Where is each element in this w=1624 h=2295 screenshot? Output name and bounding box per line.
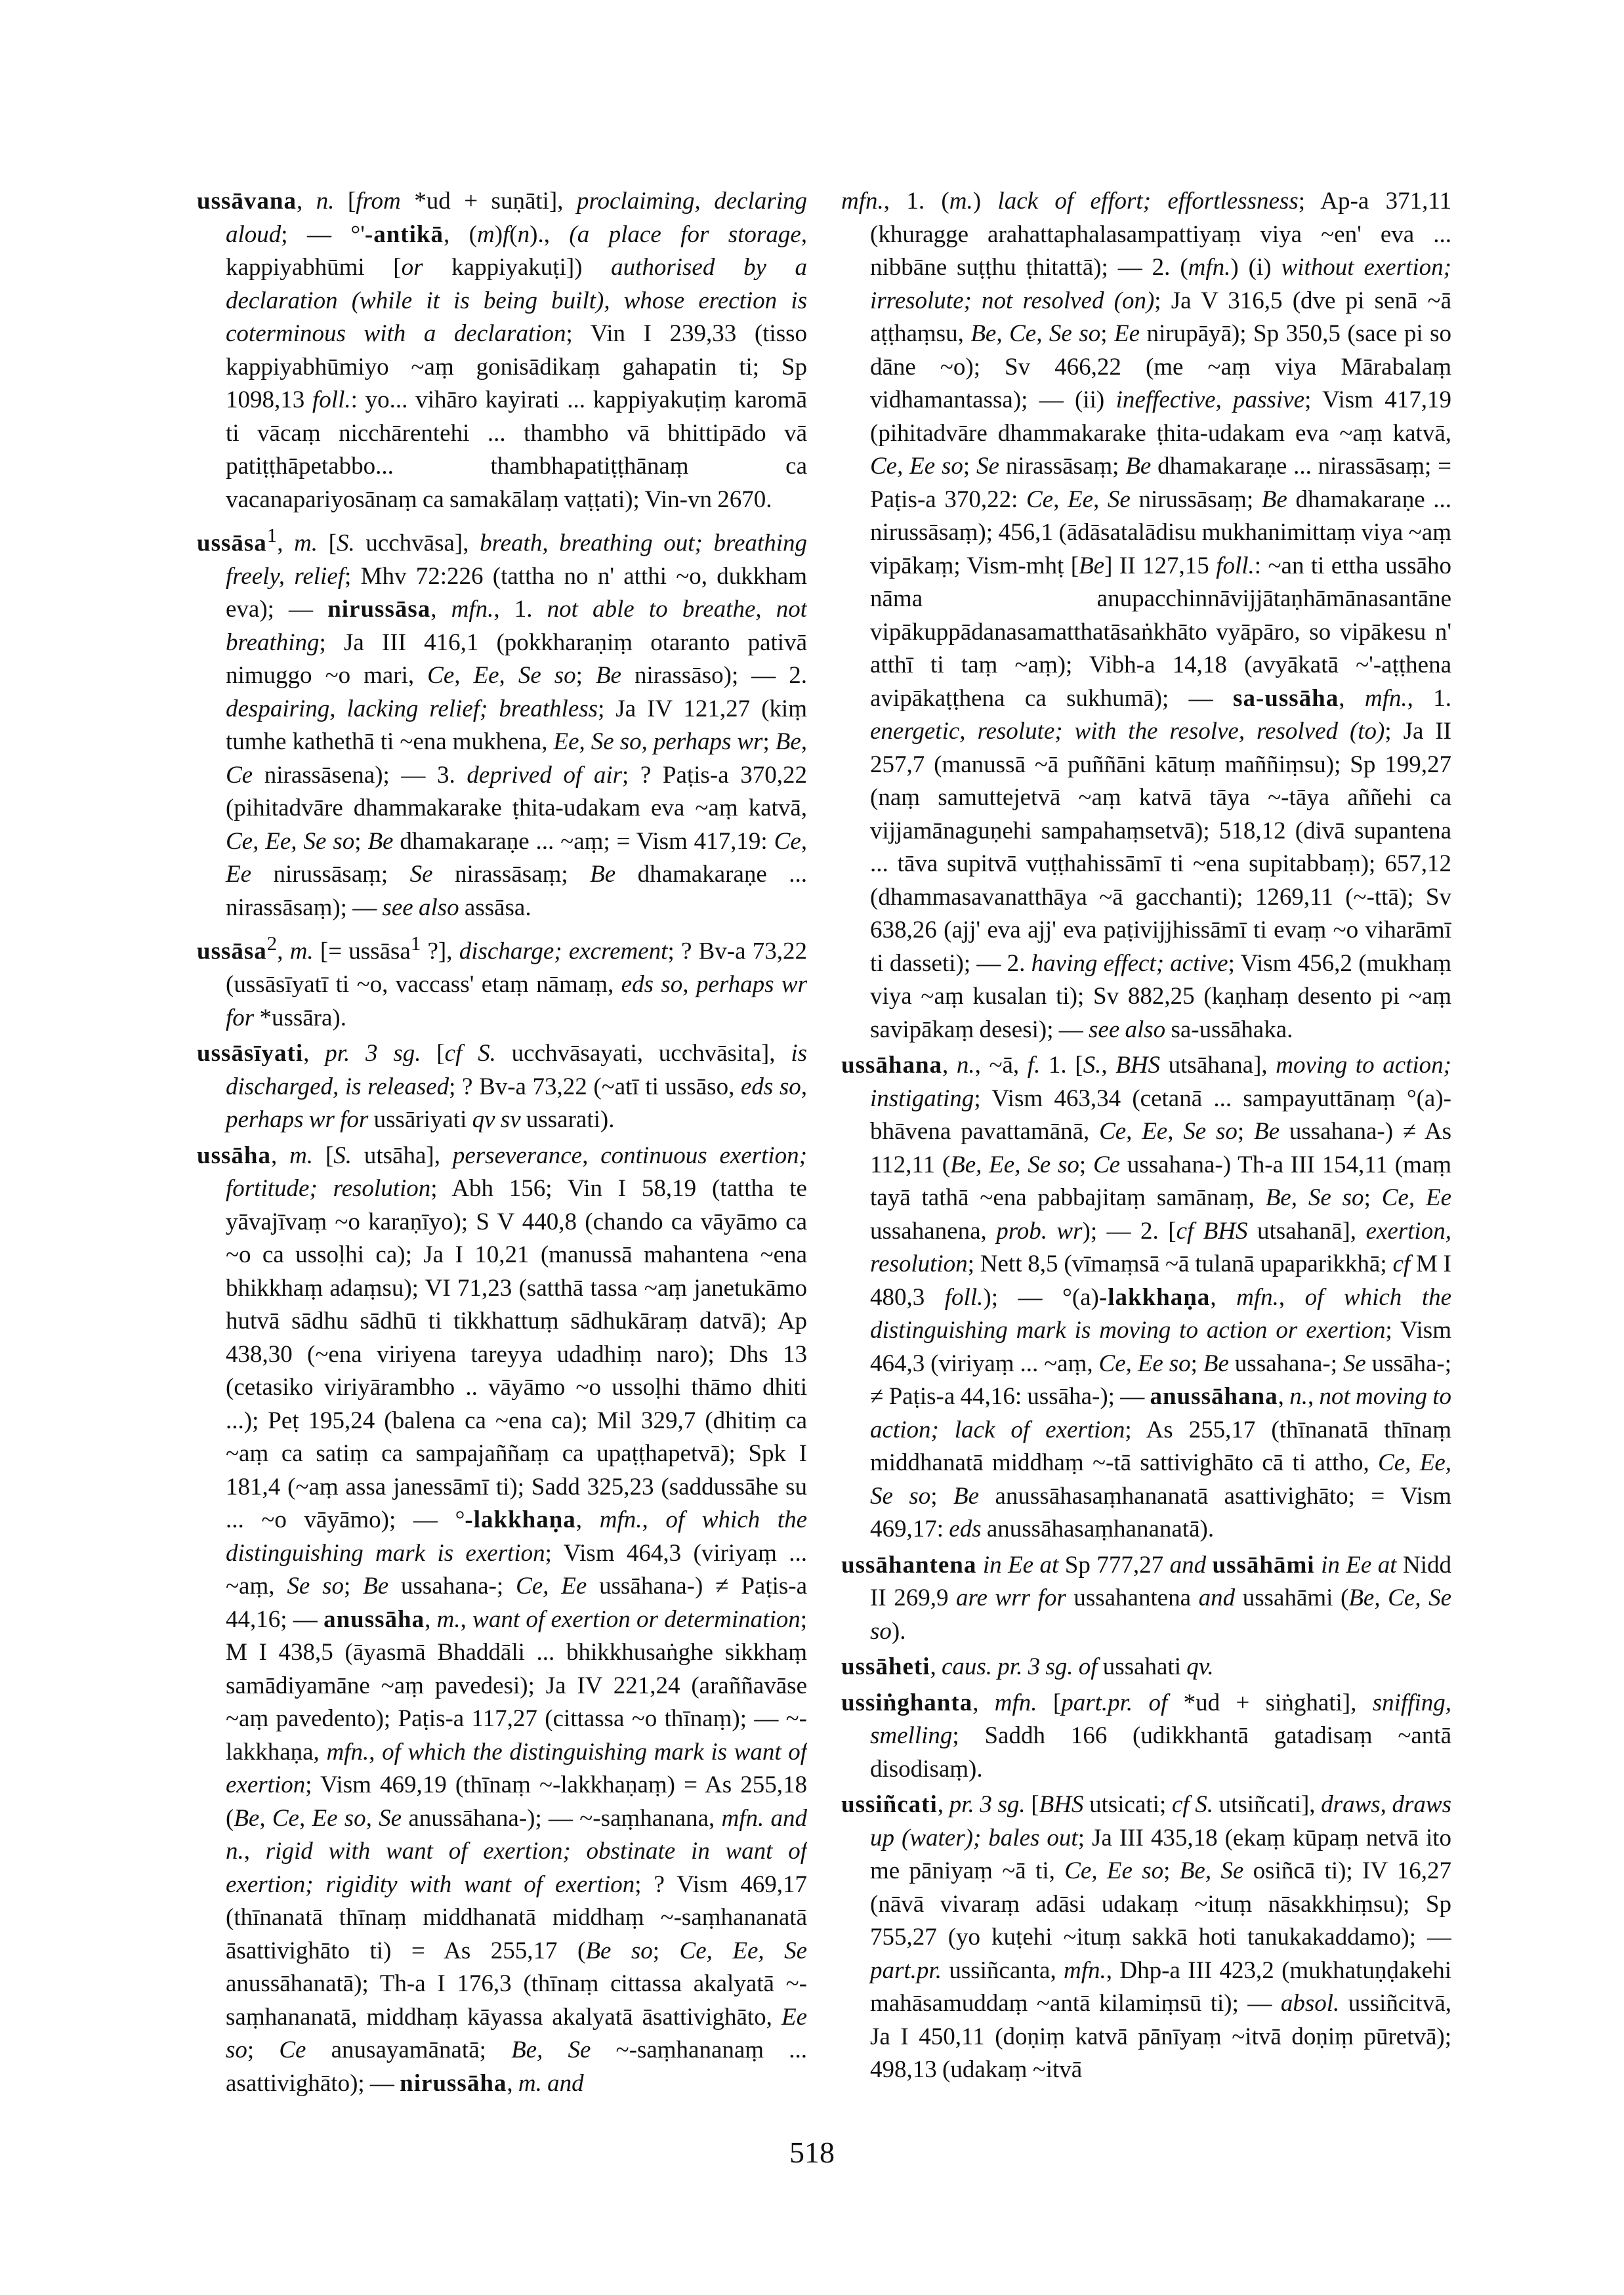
dictionary-entry: ussiñcati, pr. 3 sg. [BHS utsicati; cf S. utsiñcati], draws, draws up (water); bales out; Ja III 435,18 (ekaṃ kūpaṃ netvā ito me pāniyaṃ ~ā ti, Ce, Ee so; Be, Se osiñcā ti); IV 16,27 (nāvā vivaraṃ adāsi udakaṃ ~ituṃ nāsakkhiṃsu); Sp 755,27 (yo kuṭehi ~ituṃ sakkā hoti tanukakaddamo); — part.pr. ussiñcanta, mfn., Dhp-a III 423,2 (mukhatuṇḍakehi mahāsamuddaṃ ~antā kilamiṃsū ti); — absol. ussiñcitvā, Ja I 450,11 (doṇiṃ katvā pānīyaṃ ~itvā doṇiṃ pūretvā); 498,13 (udakaṃ ~itvā	[841, 1791, 1451, 2083]
dictionary-entry: ussāvana, n. [from *ud + suṇāti], proclaiming, declaring aloud; — °'-antikā, (m)f(n)., (a place for storage, kappiyabhūmi [or kappiyakuṭi]) authorised by a declaration (while it is being built), whose erection is coterminous with a declaration; Vin I 239,33 (tisso kappiyabhūmiyo ~aṃ gonisādikaṃ gahapatin ti; Sp 1098,13 foll.: yo... vihāro kayirati ... kappiyakuṭiṃ karomā ti vācaṃ nicchārentehi ... thambho vā bhittipādo vā patiṭṭhāpetabbo... thambhapatiṭṭhānaṃ ca vacanapariyosānaṃ ca samakālaṃ vaṭṭati); Vin-vn 2670.	[197, 188, 807, 513]
dictionary-entry: mfn., 1. (m.) lack of effort; effortlessness; Ap-a 371,11 (khuragge arahattaphalasampattiyaṃ viya ~en' eva ... nibbāne suṭṭhu ṭhitattā); — 2. (mfn.) (i) without exertion; irresolute; not resolved (on); Ja V 316,5 (dve pi senā ~ā aṭṭhaṃsu, Be, Ce, Se so; Ee nirupāyā); Sp 350,5 (sace pi so dāne ~o); Sv 466,22 (me ~aṃ viya Mārabalaṃ vidhamantassa); — (ii) ineffective, passive; Vism 417,19 (pihitadvāre dhammakarake ṭhita-udakam eva ~aṃ katvā, Ce, Ee so; Se nirassāsaṃ; Be dhamakaraṇe ... nirassāsaṃ; = Paṭis-a 370,22: Ce, Ee, Se nirussāsaṃ; Be dhamakaraṇe ... nirussāsaṃ); 456,1 (ādāsatalādisu mukhanimittaṃ viya ~aṃ vipākaṃ; Vism-mhṭ [Be] II 127,15 foll.: ~an ti ettha ussāho nāma anupacchinnāvijjātaṇhāmānasantāne vipākuppādanasamatthatāsaṅkhāto vyāpāro, so vipākesu n' atthī ti taṃ ~aṃ); Vibh-a 14,18 (avyākatā ~'-aṭṭhena avipākaṭṭhena ca sukhumā); — sa-ussāha, mfn., 1. energetic, resolute; with the resolve, resolved (to); Ja II 257,7 (manussā ~ā puññāni kātuṃ maññiṃsu); Sp 199,27 (naṃ samuttejetvā ~aṃ katvā tāya ~-tāya aññehi ca vijjamānaguṇehi sampahaṃsetvā); 518,12 (divā supantena ... tāva supitvā vuṭṭhahissāmī ti ~ena supitabbaṃ); 657,12 (dhammasavanatthāya ~ā gacchanti); 1269,11 (~-ttā); Sv 638,26 (ajj' eva ajj' eva paṭivijjhissāmī ti evaṃ ~o viharāmī ti dasseti); — 2. having effect; active; Vism 456,2 (mukhaṃ viya ~aṃ kusalan ti); Sv 882,25 (kaṇhaṃ desento pi ~aṃ savipākaṃ desesi); — see also sa-ussāhaka.	[841, 188, 1451, 1043]
dictionary-entry: ussāhantena in Ee at Sp 777,27 and ussāhāmi in Ee at Nidd II 269,9 are wrr for ussahantena and ussahāmi (Be, Ce, Se so).	[841, 1551, 1451, 1645]
dictionary-entry: ussiṅghanta, mfn. [part.pr. of *ud + siṅghati], sniffing, smelling; Saddh 166 (udikkhantā gatadisaṃ ~antā disodisaṃ).	[841, 1689, 1451, 1783]
dictionary-entry: ussāha, m. [S. utsāha], perseverance, continuous exertion; fortitude; resolution; Abh 156; Vin I 58,19 (tattha te yāvajīvaṃ ~o karaṇīyo); S V 440,8 (chando ca vāyāmo ca ~o ca ussoḷhi ca); Ja I 10,21 (manussā mahantena ~ena bhikkhaṃ adaṃsu); VI 71,23 (satthā tassa ~aṃ janetukāmo hutvā sādhu sādhū ti tikkhattuṃ sādhukāraṃ datvā); Ap 438,30 (~ena viriyena tareyya udadhiṃ naro); Dhs 13 (cetasiko viriyārambho .. vāyāmo ~o ussoḷhi thāmo dhiti ...); Peṭ 195,24 (balena ca ~ena ca); Mil 329,7 (dhitiṃ ca ~aṃ ca satiṃ ca sampajaññaṃ ca upaṭṭhapetvā); Spk I 181,4 (~aṃ assa janessāmī ti); Sadd 325,23 (saddussāhe su ... ~o vāyāmo); — °-lakkhaṇa, mfn., of which the distinguishing mark is exertion; Vism 464,3 (viriyaṃ ... ~aṃ, Se so; Be ussahana-; Ce, Ee ussāhana-) ≠ Paṭis-a 44,16; — anussāha, m., want of exertion or determination; M I 438,5 (āyasmā Bhaddāli ... bhikkhusaṅghe sikkhaṃ samādiyamāne ~aṃ pavedesi); Ja IV 221,24 (araññavāse ~aṃ pavedento); Paṭis-a 117,27 (cittassa ~o thīnaṃ); — ~-lakkhaṇa, mfn., of which the distinguishing mark is want of exertion; Vism 469,19 (thīnaṃ ~-lakkhaṇaṃ) = As 255,18 (Be, Ce, Ee so, Se anussāhana-); — ~-saṃhanana, mfn. and n., rigid with want of exertion; obstinate in want of exertion; rigidity with want of exertion; ? Vism 469,17 (thīnanatā thīnaṃ middhanatā middhaṃ ~-saṃhananatā āsattivighāto ti) = As 255,17 (Be so; Ce, Ee, Se anussāhanatā); Th-a I 176,3 (thīnaṃ cittassa akalyatā ~-saṃhananatā, middhaṃ kāyassa akalyatā āsattivighāto, Ee so; Ce anusayamānatā; Be, Se ~-saṃhananaṃ ... asattivighāto); — nirussāha, m. and	[197, 1142, 807, 2097]
dictionary-entry: ussāsīyati, pr. 3 sg. [cf S. ucchvāsayati, ucchvāsita], is discharged, is released; ? Bv-a 73,22 (~atī ti ussāso, eds so, perhaps wr for ussāriyati qv sv ussarati).	[197, 1040, 807, 1134]
page-number: 518	[789, 2136, 835, 2169]
dictionary-entry: ussāhana, n., ~ā, f. 1. [S., BHS utsāhana], moving to action; instigating; Vism 463,34 (cetanā ... sampayuttānaṃ °(a)-bhāvena pavattamānā, Ce, Ee, Se so; Be ussahana-) ≠ As 112,11 (Be, Ee, Se so; Ce ussahana-) Th-a III 154,11 (maṃ tayā tathā ~ena pabbajitaṃ samānaṃ, Be, Se so; Ce, Ee ussahanena, prob. wr); — 2. [cf BHS utsahanā], exertion, resolution; Nett 8,5 (vīmaṃsā ~ā tulanā upaparikkhā; cf M I 480,3 foll.); — °(a)-lakkhaṇa, mfn., of which the distinguishing mark is moving to action or exertion; Vism 464,3 (viriyaṃ ... ~aṃ, Ce, Ee so; Be ussahana-; Se ussāha-; ≠ Paṭis-a 44,16: ussāha-); — anussāhana, n., not moving to action; lack of exertion; As 255,17 (thīnanatā thīnaṃ middhanatā middhaṃ ~-tā sattivighāto cā ti attho, Ce, Ee, Se so; Be anussāhasaṃhananatā asattivighāto; = Vism 469,17: eds anussāhasaṃhananatā).	[841, 1052, 1451, 1542]
dictionary-entry: ussāsa$^2$, m. [= ussāsa$^1$ ?], discharge; excrement; ? Bv-a 73,22 (ussāsīyatī ti ~o, vaccass' etaṃ nāmaṃ, eds so, perhaps wr for *ussāra).	[197, 932, 807, 1031]
right-column	[841, 185, 1451, 2120]
dictionary-entry: ussāheti, caus. pr. 3 sg. of ussahati qv.	[841, 1653, 1214, 1680]
dictionary-entry: ussāsa$^1$, m. [S. ucchvāsa], breath, breathing out; breathing freely, relief; Mhv 72:226 (tattha no n' atthi ~o, dukkham eva); — nirussāsa, mfn., 1. not able to breathe, not breathing; Ja III 416,1 (pokkharaṇiṃ otaranto pativā nimuggo ~o mari, Ce, Ee, Se so; Be nirassāso); — 2. despairing, lacking relief; breathless; Ja IV 121,27 (kiṃ tumhe kathethā ti ~ena mukhena, Ee, Se so, perhaps wr; Be, Ce nirassāsena); — 3. deprived of air; ? Paṭis-a 370,22 (pihitadvāre dhammakarake ṭhita-udakam eva ~aṃ katvā, Ce, Ee, Se so; Be dhamakaraṇe ... ~aṃ; = Vism 417,19: Ce, Ee nirussāsaṃ; Se nirassāsaṃ; Be dhamakaraṇe ... nirassāsaṃ); — see also assāsa.	[197, 524, 807, 921]
left-column	[197, 185, 807, 2120]
